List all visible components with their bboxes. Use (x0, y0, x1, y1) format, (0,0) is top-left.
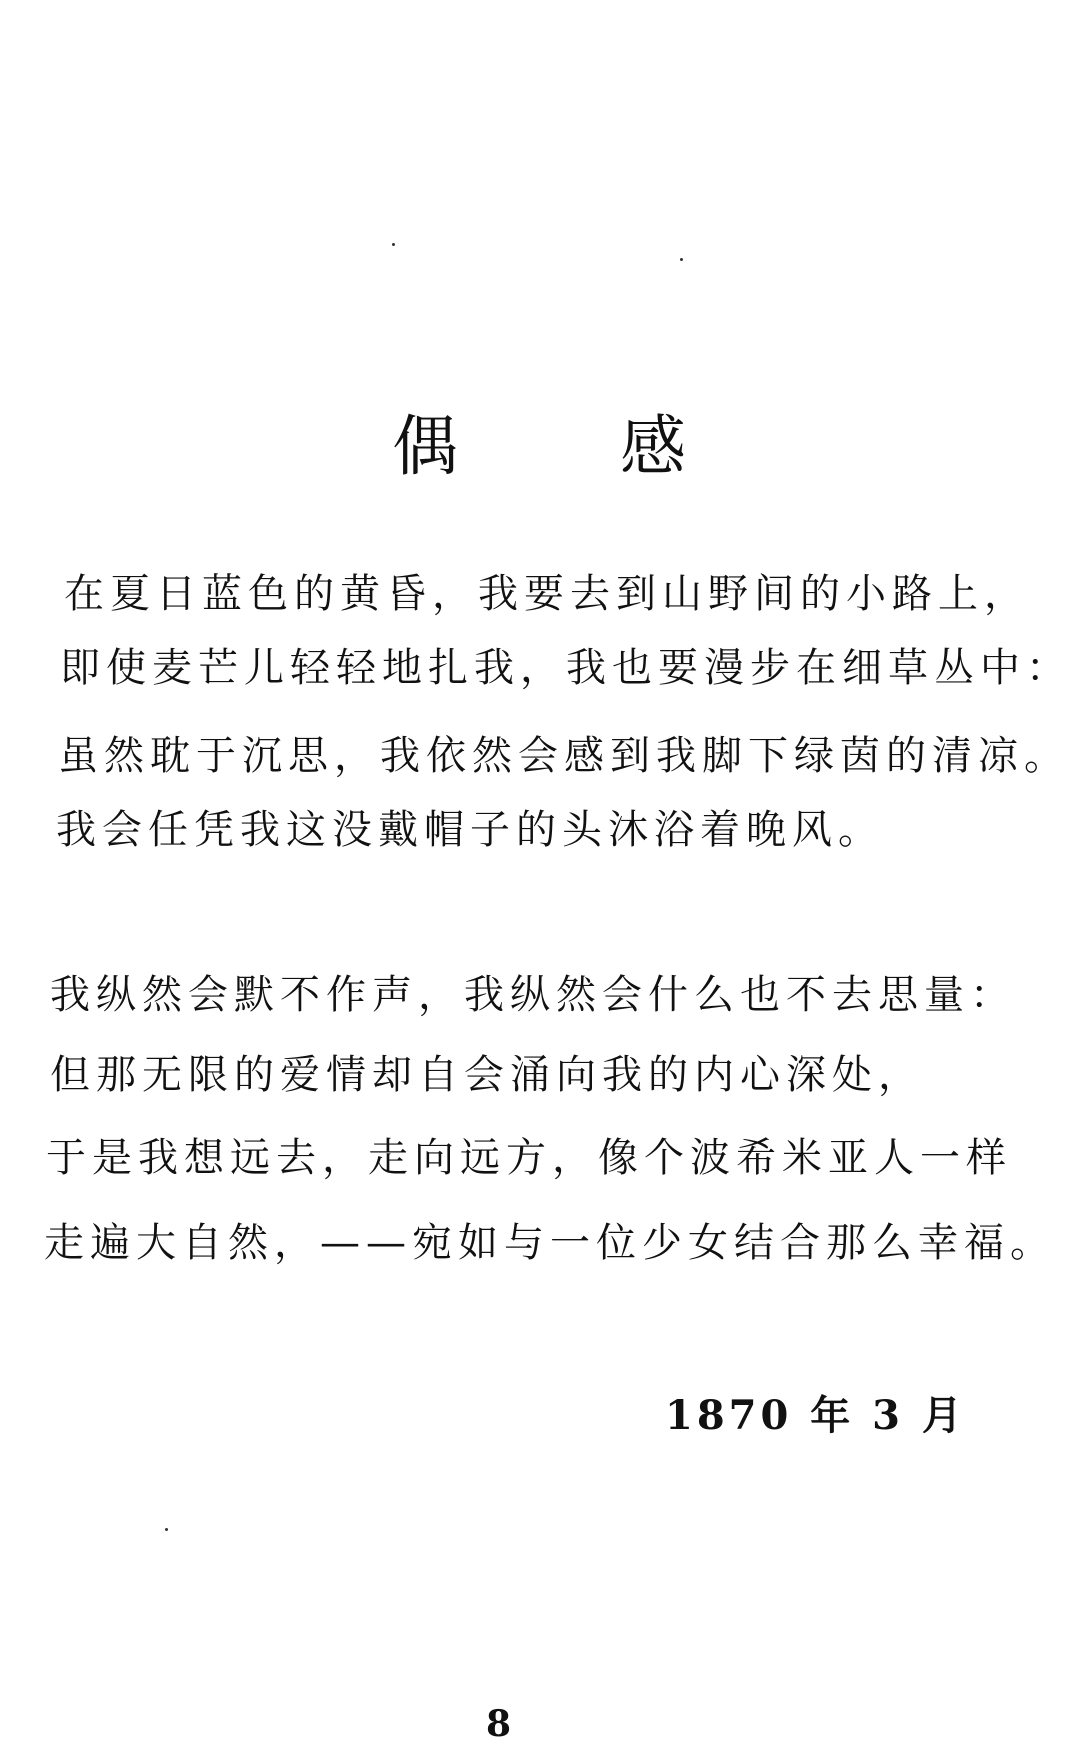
poem-date: 1870 年 3 月 (665, 1392, 966, 1439)
poem-line: 虽然耽于沉思，我依然会感到我脚下绿茵的清凉。 (58, 733, 1070, 779)
print-speck (165, 1528, 168, 1531)
print-speck (680, 258, 683, 261)
print-speck (392, 243, 395, 246)
poem-line: 但那无限的爱情却自会涌向我的内心深处， (50, 1052, 924, 1098)
poem-line: 我会任凭我这没戴帽子的头沐浴着晚风。 (56, 807, 884, 853)
poem-line: 走遍大自然，——宛如与一位少女结合那么幸福。 (44, 1220, 1056, 1266)
poem-line: 于是我想远去，走向远方，像个波希米亚人一样 (46, 1135, 1012, 1181)
poem-title-char: 偶 (392, 408, 460, 486)
poem-line: 我纵然会默不作声，我纵然会什么也不去思量： (50, 972, 1016, 1018)
poem-title-char: 感 (620, 408, 688, 486)
poem-line: 即使麦芒儿轻轻地扎我，我也要漫步在细草丛中： (60, 645, 1072, 691)
poem-line: 在夏日蓝色的黄昏，我要去到山野间的小路上， (64, 571, 1030, 617)
poem-title (0, 402, 1080, 492)
page-number: 8 (486, 1703, 512, 1745)
